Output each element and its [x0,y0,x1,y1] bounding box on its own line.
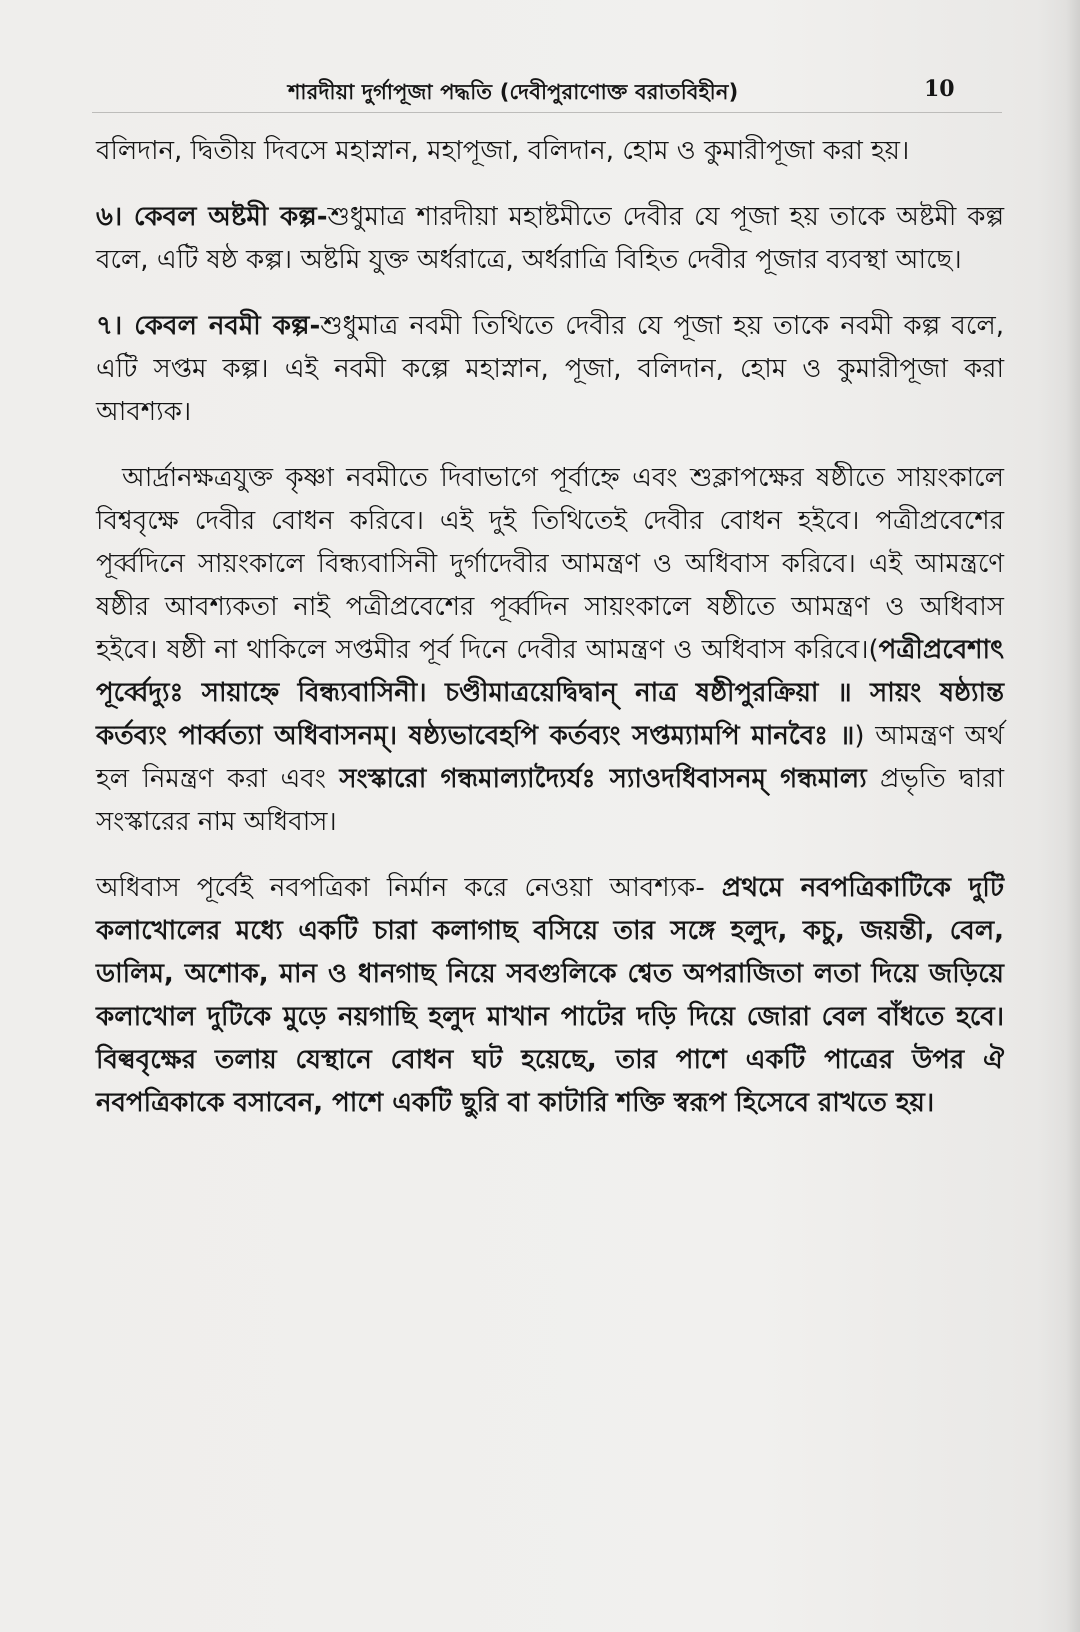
running-head: শারদীয়া দুর্গাপূজা পদ্ধতি (দেবীপুরাণোক্ত বরাতবিহীন) [288,80,739,104]
paragraph-text: শুধুমাত্র নবমী তিথিতে দেবীর যে পূজা হয় তাকে নবমী কল্প বলে, এটি সপ্তম কল্প। এই নবমী কল্পে মহাস্নান, পূজা, বলিদান, হোম ও কুমারীপূজা করা আবশ্যক। [96,311,1004,427]
paragraph-nabapatrika [96,867,1004,1125]
body-text [96,130,1004,1148]
paragraph-text: প্রভৃতি দ্বারা সংস্কারের নাম অধিবাস। [96,764,1005,837]
sanskrit-quote: সংস্কারো গন্ধমাল্যাদ্যৈর্যঃ স্যাওদধিবাসনম্ গন্ধমাল্য [339,764,867,794]
instruction-text: প্রথমে নবপত্রিকাটিকে দুটি কলাখোলের মধ্যে একটি চারা কলাগাছ বসিয়ে তার সঙ্গে হলুদ, কচু, জয়ন্তী, বেল, ডালিম, অশোক, মান ও ধানগাছ নিয়ে সবগুলিকে শ্বেত অপরাজিতা লতা দিয়ে জড়িয়ে কলাখোল দুটিকে মুড়ে নয়গাছি হলুদ মাখান পাটের দড়ি দিয়ে জোরা বেল বাঁধতে হবে। বিল্ববৃক্ষের তলায় যেস্থানে বোধন ঘট হয়েছে, তার পাশে একটি পাত্রের উপর ঐ নবপত্রিকাকে বসাবেন, পাশে একটি ছুরি বা কাটারি শক্তি স্বরূপ হিসেবে রাখতে হয়। [96,873,1004,1118]
paragraph-text: অধিবাস পূর্বেই নবপত্রিকা নির্মান করে নেওয়া আবশ্যক- [96,873,722,903]
paragraph-text: আর্দ্রানক্ষত্রযুক্ত কৃষ্ণা নবমীতে দিবাভাগে পূর্বাহ্নে এবং শুক্লাপক্ষের ষষ্ঠীতে সায়ংকালে বিশ্ববৃক্ষে দেবীর বোধন করিবে। এই দুই তিথিতেই দেবীর বোধন হইবে। পত্রীপ্রবেশের পূর্ব্বদিনে সায়ংকালে বিন্ধ্যবাসিনী দুর্গাদেবীর আমন্ত্রণ ও অধিবাস করিবে। এই আমন্ত্রণে ষষ্ঠীর আবশ্যকতা নাই পত্রীপ্রবেশের পূর্ব্বদিন সায়ংকালে ষষ্ঠীতে আমন্ত্রণ ও অধিবাস হইবে। ষষ্ঠী না থাকিলে সপ্তমীর পূর্ব দিনে দেবীর আমন্ত্রণ ও অধিবাস করিবে।( [96,463,1004,665]
paragraph-navami-kalpa [96,305,1004,434]
paragraph-text: বলিদান, দ্বিতীয় দিবসে মহাস্নান, মহাপূজা, বলিদান, হোম ও কুমারীপূজা করা হয়। [96,136,910,166]
section-heading-navami: ৭। কেবল নবমী কল্প- [96,311,321,341]
sanskrit-verse: পত্রীপ্রবেশাৎ পূর্ব্বেদ্যুঃ সায়াহ্নে বিন্ধ্যবাসিনী। চণ্ডীমাত্রয়েদ্বিদ্বান্ নাত্র ষষ্ঠীপুরক্রিয়া ॥ সায়ং ষষ্ঠ্যান্ত কর্তব্যং পার্ব্বত্যা অধিবাসনম্। ষষ্ঠ্যভাবেহপি কর্তব্যং সপ্তম্যামপি মানবৈঃ ॥ [96,635,1004,751]
page-edge-shadow [1066,0,1080,1632]
paragraph-continuation [96,130,1004,173]
page-number: 10 [924,76,955,102]
paragraph-ashtami-kalpa [96,196,1004,282]
paragraph-text: শুধুমাত্র শারদীয়া মহাষ্টমীতে দেবীর যে পূজা হয় তাকে অষ্টমী কল্প বলে, এটি ষষ্ঠ কল্প। অষ্টমি যুক্ত অর্ধরাত্রে, অর্ধরাত্রি বিহিত দেবীর পূজার ব্যবস্থা আছে। [96,202,1005,275]
section-heading-ashtami: ৬। কেবল অষ্টমী কল্প- [96,202,328,232]
paragraph-bodhan-adhivas [96,457,1004,844]
paragraph-text: ) আমন্ত্রণ অর্থ হল নিমন্ত্রণ করা এবং [96,721,1004,794]
header-rule [92,112,1002,113]
page-header [0,72,1080,116]
